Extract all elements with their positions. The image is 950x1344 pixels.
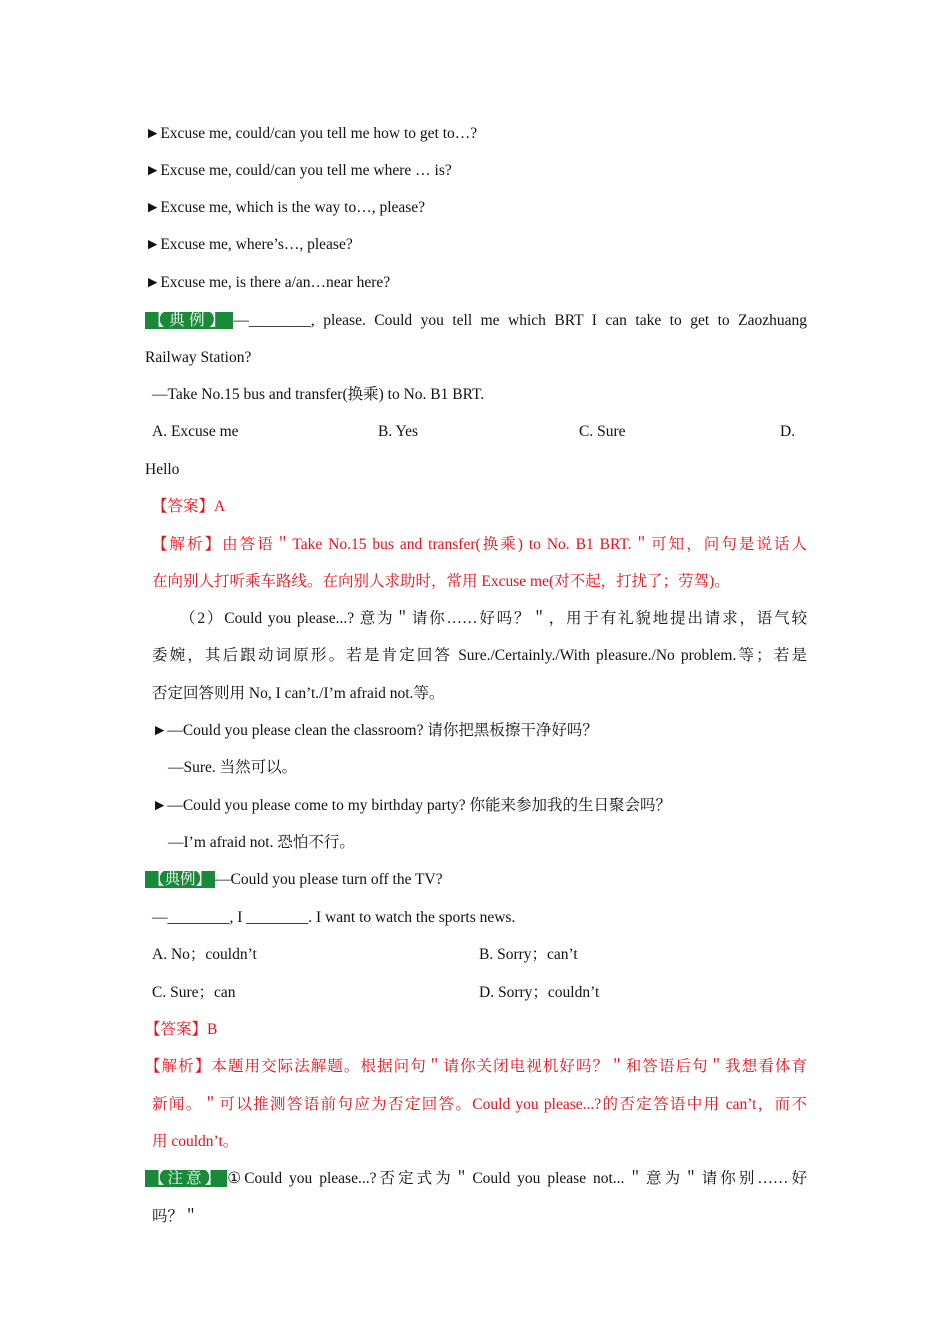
example2-options-row2 [152, 983, 807, 1003]
example1-answer: 【答案】A [152, 498, 226, 515]
example2-option-d: D. Sorry；couldn’t [479, 984, 600, 1001]
bullet-line-4: ►Excuse me, where’s…, please? [145, 236, 353, 253]
example1-question-line2: Railway Station? [145, 349, 252, 366]
example2-options-row1 [152, 945, 807, 965]
bullet-line-3: ►Excuse me, which is the way to…, please? [145, 199, 426, 216]
example1-question-text: —________, please. Could you tell me which BRT I can take to get to Zaozhuang [233, 312, 807, 329]
example1-option-a: A. Excuse me [152, 423, 239, 440]
example1-option-wrap: Hello [145, 461, 180, 478]
example2-question-line [145, 870, 807, 890]
note-text: ①Could you please...?否定式为＂Could you please not...＂意为＂请你别……好 [227, 1170, 807, 1187]
example2-analysis-line1: 【解析】本题用交际法解题。根据问句＂请你关闭电视机好吗？＂和答语后句＂我想看体育 [145, 1058, 807, 1075]
point2-example-3: ►—Could you please come to my birthday party? 你能来参加我的生日聚会吗？ [152, 797, 672, 814]
point2-example-2: —Sure. 当然可以。 [168, 759, 298, 776]
example2-analysis-line3: 用 couldn’t。 [152, 1133, 239, 1150]
point2-example-4: —I’m afraid not. 恐怕不行。 [168, 834, 355, 851]
note-line2: 吗？＂ [152, 1208, 199, 1225]
example1-option-b: B. Yes [378, 423, 419, 440]
point2-line3: 否定回答则用 No, I can’t./I’m afraid not.等。 [152, 685, 445, 702]
bullet-line-1: ►Excuse me, could/can you tell me how to get to…? [145, 125, 478, 142]
example2-blank-line: —________, I ________. I want to watch the sports news. [152, 909, 516, 926]
example2-tag: 【典例】 [145, 871, 215, 888]
example1-option-c: C. Sure [579, 423, 626, 440]
example2-option-b: B. Sorry；can’t [479, 946, 578, 963]
point2-example-1: ►—Could you please clean the classroom? 请你把黑板擦干净好吗？ [152, 722, 598, 739]
example2-answer: 【答案】B [145, 1021, 218, 1038]
example1-options [152, 422, 807, 442]
bullet-line-5: ►Excuse me, is there a/an…near here? [145, 274, 391, 291]
example2-option-a: A. No；couldn’t [152, 946, 257, 963]
example1-reply: —Take No.15 bus and transfer(换乘) to No. B1 BRT. [152, 386, 485, 403]
point2-line2: 委婉，其后跟动词原形。若是肯定回答 Sure./Certainly./With pleasure./No problem.等；若是 [152, 647, 807, 664]
example1-analysis-line1: 【解析】由答语＂Take No.15 bus and transfer(换乘) to No. B1 BRT.＂可知，问句是说话人 [152, 536, 807, 553]
example2-analysis-line2: 新闻。＂可以推测答语前句应为否定回答。Could you please...?的否定答语中用 can’t，而不 [152, 1096, 807, 1113]
note-line1 [145, 1169, 807, 1189]
example1-analysis-line2: 在向别人打听乘车路线。在向别人求助时，常用 Excuse me(对不起，打扰了；劳驾)。 [152, 573, 730, 590]
bullet-line-2: ►Excuse me, could/can you tell me where … is? [145, 162, 452, 179]
note-tag: 【注意】 [145, 1170, 227, 1187]
example2-option-c: C. Sure；can [152, 984, 236, 1001]
example1-option-d: D. [780, 423, 796, 440]
point2-line1: （2）Could you please...? 意为＂请你……好吗？＂，用于有礼貌地提出请求，语气较 [180, 610, 807, 627]
example2-question: —Could you please turn off the TV? [215, 871, 443, 888]
example1-tag: 【典例】 [145, 312, 233, 329]
example1-question-line1 [145, 311, 807, 331]
